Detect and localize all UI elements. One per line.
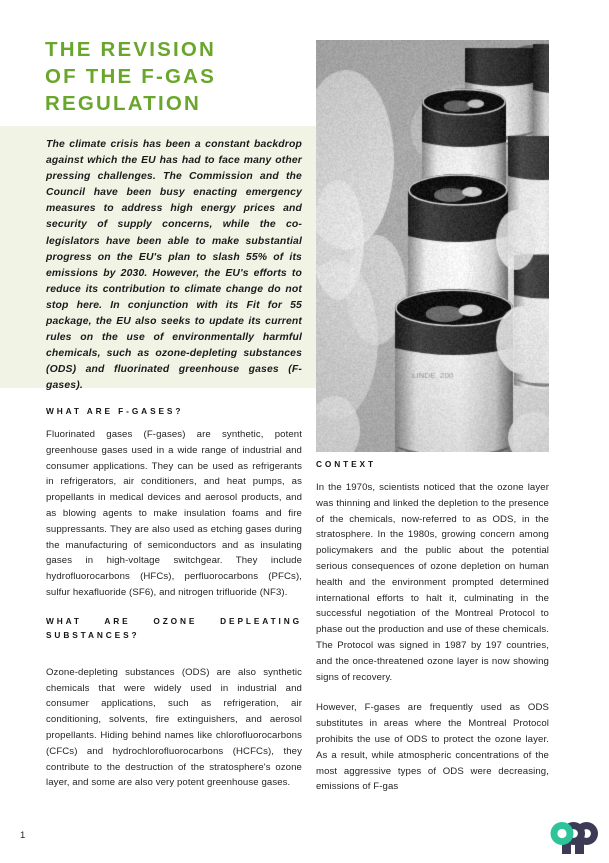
page-title (45, 36, 310, 117)
body-paragraph: In the 1970s, scientists noticed that the ozone layer was thinning and linked the depletion to the presence of the chemicals, now-referred to as ODS, in the stratosphere. In the 1980s, growing concern among policymakers and the public about the potential serious consequences of ozone depletion on human health and the environment prompted determined international efforts to halt it, culminating in the successful negotiation of the Montreal Protocol to phase out the production and use of these chemicals. The Protocol was signed in 1987 by 197 countries, and the once-threatened ozone layer is now showing signs of recovery. (316, 482, 549, 683)
section-heading: WHAT ARE F-GASES? (46, 406, 184, 416)
section-spacer (46, 601, 302, 614)
intro-highlight-box (0, 126, 316, 392)
right-text-column (316, 457, 549, 795)
intro-paragraph: The climate crisis has been a constant backdrop against which the EU has had to face many other pressing challenges. The Commission and the Council have been busy enacting emergency measures to address high energy prices and security of supply concerns, while the co-legislators have been able to make substantial progress on the EU's plan to slash 55% of its emissions by 2030. However, the EU's efforts to reduce its contribution to climate change do not stop here. In conjunction with its Fit for 55 package, the EU also seeks to update its current rules on the use of environmentally harmful chemicals, such as ozone-depleting substances (ODS) and fluorinated greenhouse gases (F-gases). (46, 139, 302, 392)
logo-letter-o (551, 822, 574, 845)
page-title-line-3: REGULATION (45, 92, 202, 115)
page-title-line-1: THE REVISION (45, 38, 217, 61)
section-heading: CONTEXT (316, 459, 376, 469)
left-text-column (46, 404, 302, 791)
page-title-line-2: OF THE F-GAS (45, 65, 217, 88)
body-paragraph: Ozone-depleting substances (ODS) are also synthetic chemicals that were widely used in industrial and consumer applications, such as refrigeration, air conditioning, solvents, fire extinguishers, and aerosol propellants. Hiding behind names like chlorofluorocarbons (CFCs) and hydrochlorofluorocarbons (HCFCs), they contribute to the destruction of the stratosphere's ozone layer, and some are also very potent greenhouse gases. (46, 666, 302, 789)
gas-cylinders-photo-canvas (316, 40, 549, 452)
opp-logo-mark (549, 820, 601, 854)
section-heading: WHAT ARE OZONE DEPLEATING SUBSTANCES? (46, 615, 302, 640)
section-what-are-ods (46, 614, 302, 791)
section-what-are-f-gases (46, 404, 302, 601)
body-paragraph: However, F-gases are frequently used as ODS substitutes in areas where the Montreal Protocol prohibits the use of ODS to protect the ozone layer. As a result, while atmospheric concentrations of the most aggressive types of ODS were decreasing, emissions of F-gas (316, 702, 549, 793)
opp-logo (549, 820, 601, 854)
body-paragraph: Fluorinated gases (F-gases) are synthetic, potent greenhouse gases used in a wide range of industrial and consumer applications. They can be used as refrigerants in refrigerators, air conditioners, and heat pumps, as propellants in medical devices and aerosol products, and as blowing agents to make insulation foams and fire suppressants. They are also used as etching gases during the manufacturing of semiconductors and as insulating gases in high-voltage switchgear. They include hydrofluorocarbons (HFCs), perfluorocarbons (PFCs), sulfur hexafluoride (SF6), and nitrogen trifluoride (NF3). (46, 429, 302, 598)
section-context (316, 457, 549, 795)
page-number: 1 (20, 830, 26, 841)
gas-cylinders-photo (316, 40, 549, 452)
